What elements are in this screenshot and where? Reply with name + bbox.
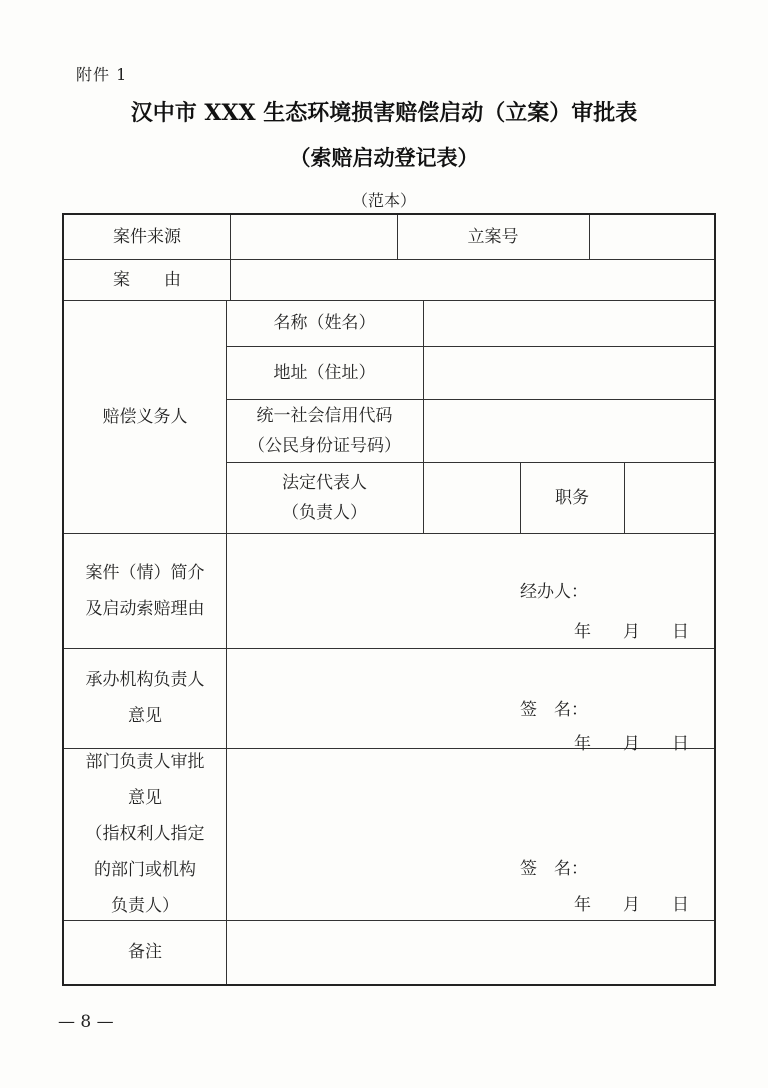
dept-date: [574, 890, 689, 915]
case-number-field[interactable]: [589, 215, 714, 259]
handler-label: 经办人：: [520, 582, 588, 602]
cause-label: 案 由: [113, 269, 181, 290]
year-label: 年: [574, 895, 591, 915]
year-label: 年: [574, 622, 591, 642]
position-label: 职务: [555, 487, 589, 508]
case-source-label: 案件来源: [113, 227, 181, 247]
cause-field[interactable]: [230, 259, 714, 300]
dept-sign-label: 签 名：: [520, 859, 588, 879]
sample-label: （范本）: [351, 191, 416, 210]
address-field[interactable]: [423, 346, 714, 399]
dept-line4: 的部门或机构: [94, 860, 196, 880]
summary-line2: 及启动索赔理由: [85, 598, 205, 619]
month-label: 月: [623, 895, 640, 915]
legal-rep-line2: （负责人）: [282, 502, 367, 523]
credit-code-line2: （公民身份证号码）: [248, 435, 401, 456]
approval-form-table: [62, 213, 716, 986]
attachment-label: 附件 1: [76, 65, 128, 84]
month-label: 月: [623, 734, 640, 754]
credit-code-label: [226, 399, 423, 462]
dept-line1: 部门负责人审批: [85, 752, 205, 772]
dept-approval-label: [64, 748, 226, 920]
document-subtitle: （索赔启动登记表）: [289, 145, 479, 170]
year-label: 年: [574, 734, 591, 754]
name-field[interactable]: [423, 300, 714, 346]
legal-rep-field[interactable]: [423, 462, 520, 533]
office-line1: 承办机构负责人: [85, 670, 205, 690]
document-title: 汉中市 XXX 生态环境损害赔偿启动（立案）审批表: [130, 100, 638, 126]
case-source-field[interactable]: [230, 215, 397, 259]
office-sign-label: 签 名：: [520, 700, 588, 720]
legal-rep-line1: 法定代表人: [282, 472, 367, 493]
name-label: 名称（姓名）: [273, 313, 376, 333]
case-number-label: 立案号: [467, 227, 519, 247]
office-line2: 意见: [128, 706, 162, 726]
page-number: — 8 —: [58, 1012, 114, 1032]
dept-line3: （指权利人指定: [85, 824, 205, 844]
dept-line2: 意见: [128, 788, 162, 808]
legal-rep-label: [226, 462, 423, 533]
summary-line1: 案件（情）简介: [85, 562, 205, 583]
month-label: 月: [623, 622, 640, 642]
dept-line5: 负责人）: [111, 896, 179, 916]
obligor-label: 赔偿义务人: [102, 406, 188, 427]
credit-code-field[interactable]: [423, 399, 714, 462]
day-label: 日: [672, 895, 689, 915]
office-opinion-label: [64, 648, 226, 748]
address-label: 地址（住址）: [273, 362, 376, 383]
day-label: 日: [672, 622, 689, 642]
credit-code-line1: 统一社会信用代码: [256, 405, 393, 426]
position-field[interactable]: [624, 462, 714, 533]
summary-date: [574, 617, 689, 642]
remarks-field[interactable]: [226, 920, 714, 984]
remarks-label: 备注: [128, 942, 162, 962]
day-label: 日: [672, 734, 689, 754]
summary-label: [64, 533, 226, 648]
